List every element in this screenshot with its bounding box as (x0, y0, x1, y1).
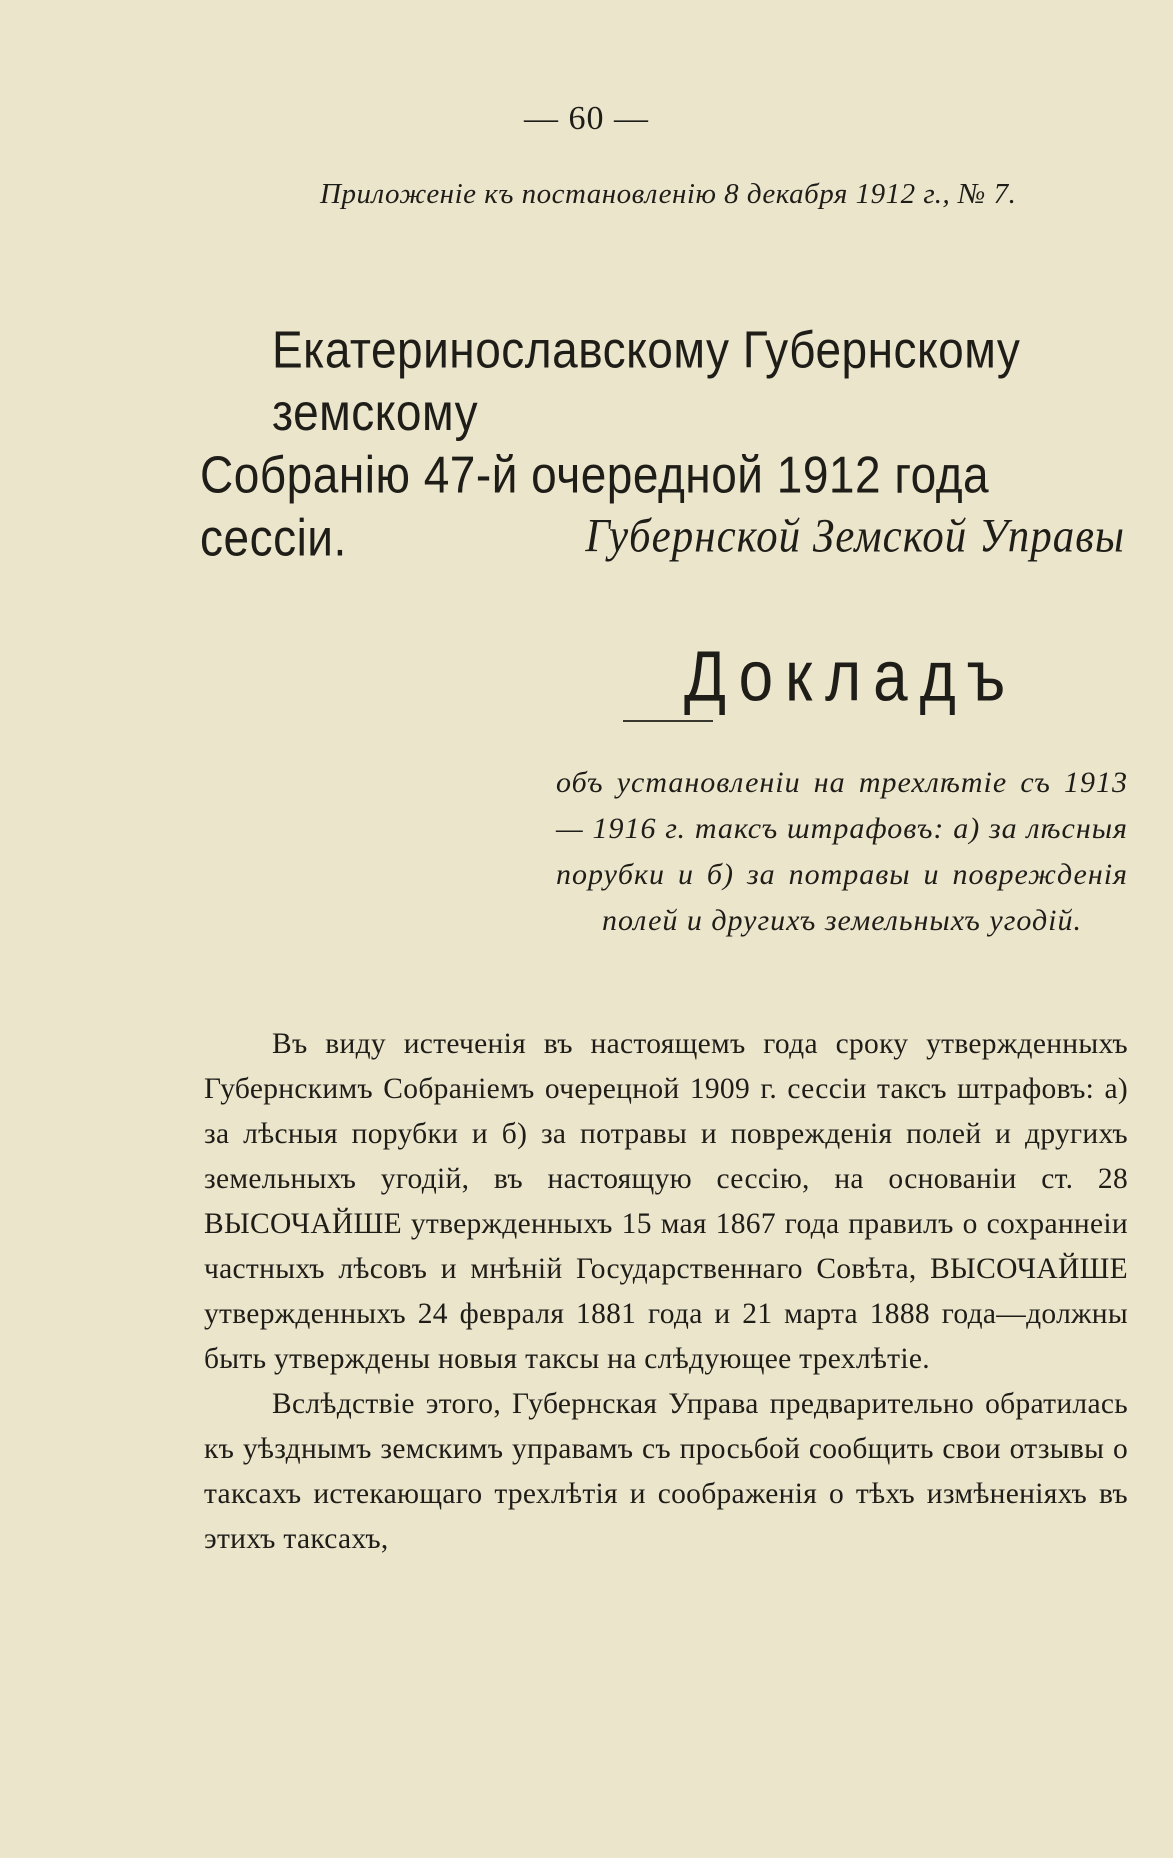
document-heading: Докладъ (684, 637, 1018, 717)
body-paragraph-1: Въ виду истеченія въ настоящемъ года сроку утвержденныхъ Губернскимъ Собраніемъ очерецной 1909 г. сессіи таксъ штрафовъ: а) за лѣсныя порубки и б) за потравы и поврежденія полей и другихъ земельныхъ угодій, въ настоящую сессію, на основаніи ст. 28 ВЫСОЧАЙШЕ утвержденныхъ 15 мая 1867 года правилъ о сохраннеіи частныхъ лѣсовъ и мнѣній Государственнаго Совѣта, ВЫСОЧАЙШЕ утвержденныхъ 24 февраля 1881 года и 21 марта 1888 года—должны быть утверждены новыя таксы на слѣдующее трехлѣтіе. (204, 1028, 1128, 1375)
assembly-title-line-1: Екатеринославскому Губернскому земскому (272, 320, 1021, 442)
assembly-title-line-2: Собранію 47-й очередной 1912 года сессіи. (200, 445, 990, 567)
body-text (204, 1022, 1128, 1562)
page-number: — 60 — (524, 100, 649, 137)
authority-name: Губернской Земской Управы (585, 510, 1125, 563)
heading-divider (623, 720, 713, 722)
body-paragraph-2: Вслѣдствіе этого, Губернская Управа предварительно обратилась къ уѣзднымъ земскимъ управамъ съ просьбой сообщить свои отзывы о таксахъ истекающаго трехлѣтія и соображенія о тѣхъ измѣненіяхъ въ этихъ таксахъ, (204, 1388, 1128, 1555)
report-subject: объ установленіи на трехлѣтіе съ 1913 — 1916 г. таксъ штрафовъ: а) за лѣсныя порубки и б) за потравы и поврежденія полей и другихъ земельныхъ угодій. (556, 766, 1128, 937)
appendix-note: Приложеніе къ постановленію 8 декабря 1912 г., № 7. (320, 178, 1017, 210)
